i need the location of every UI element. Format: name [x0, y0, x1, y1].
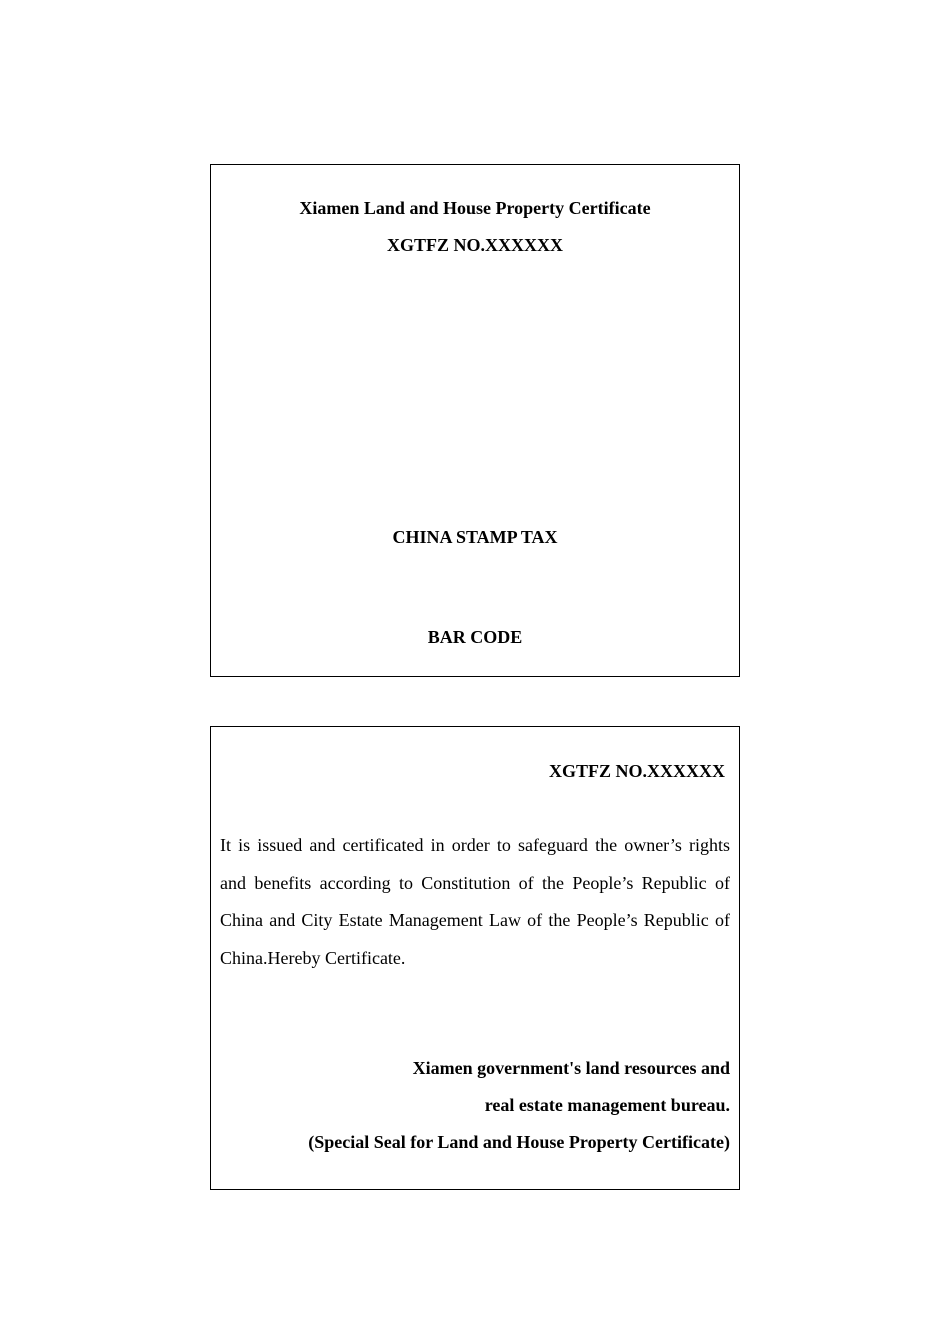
certificate-number: XGTFZ NO.XXXXXX — [548, 761, 725, 781]
certificate-title: Xiamen Land and House Property Certificate — [299, 198, 651, 218]
seal-note: (Special Seal for Land and House Property Certificate) — [308, 1132, 730, 1152]
certification-statement: It is issued and certificated in order to safeguard the owner’s rights and benefits according to Constitution of the People’s Republic of China and City Estate Management Law of the People’s Republic of China.Hereby Certificate. — [220, 835, 730, 968]
barcode-label: BAR CODE — [427, 627, 523, 647]
issuer-line: real estate management bureau. — [484, 1095, 730, 1115]
certificate-cover-page — [210, 164, 740, 677]
issuer-line: Xiamen government's land resources and — [412, 1058, 730, 1078]
certificate-number: XGTFZ NO.XXXXXX — [386, 235, 563, 255]
certificate-inner-page — [210, 726, 740, 1190]
stamp-tax-label: CHINA STAMP TAX — [392, 527, 558, 547]
